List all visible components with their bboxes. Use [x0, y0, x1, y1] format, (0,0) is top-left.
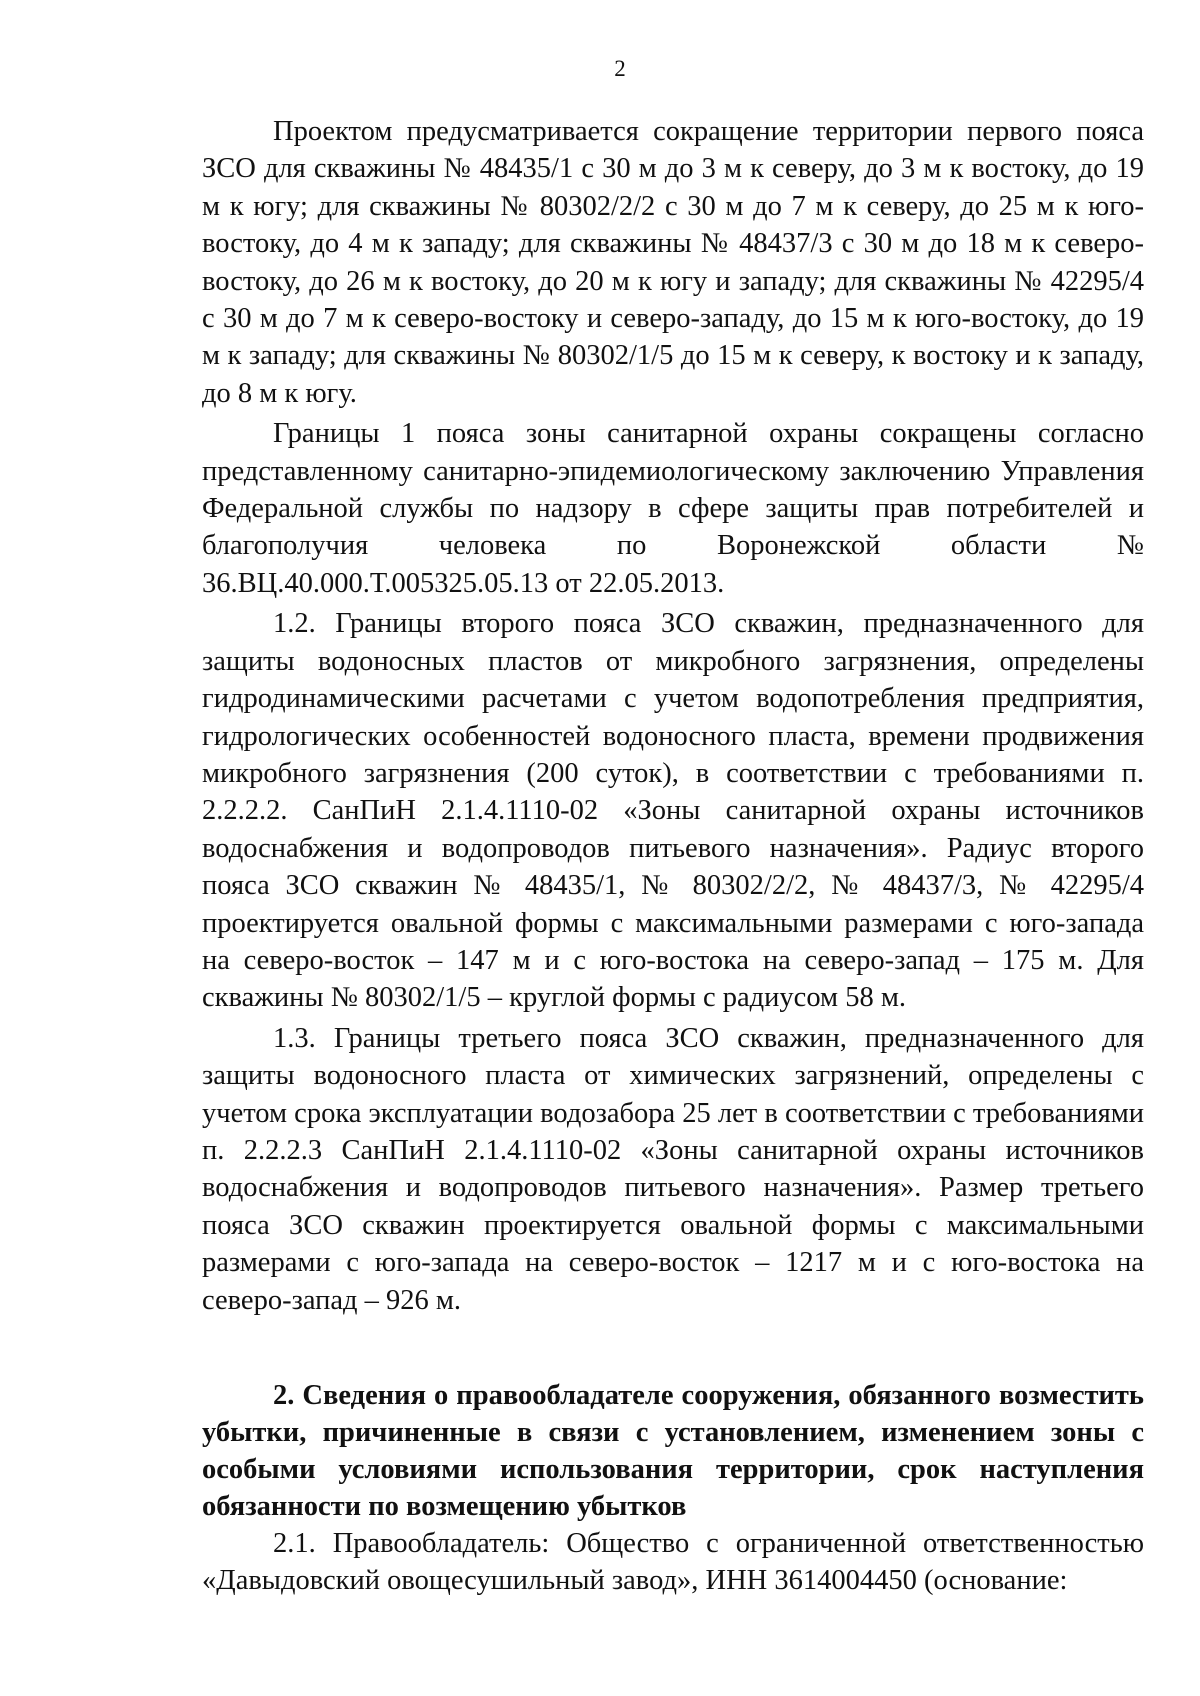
page-number: 2 — [614, 56, 626, 81]
document-body — [202, 113, 1144, 1603]
paragraph-first-zone-boundaries: Границы 1 пояса зоны санитарной охраны сокращены согласно представленному санитарно-эпидемиологическому заключению Управления Федеральной службы по надзору в сфере защиты прав потребителей и благополучия человека по Воронежской области № 36.ВЦ.40.000.Т.005325.05.13 от 22.05.2013. — [202, 418, 1144, 599]
paragraph-third-zone: 1.3. Границы третьего пояса ЗСО скважин, предназначенного для защиты водоносного пласта от химических загрязнений, определены с учетом срока эксплуатации водозабора 25 лет в соответствии с требованиями п. 2.2.2.3 СанПиН 2.1.4.1110-02 «Зоны санитарной охраны источников водоснабжения и водопроводов питьевого назначения». Размер третьего пояса ЗСО скважин проектируется овальной формы с максимальными размерами с юго-запада на северо-восток – 1217 м и с юго-востока на северо-запад – 926 м. — [202, 1022, 1144, 1316]
paragraph-second-zone: 1.2. Границы второго пояса ЗСО скважин, предназначенного для защиты водоносных пластов от микробного загрязнения, определены гидродинамическими расчетами с учетом водопотребления предприятия, гидрологических особенностей водоносного пласта, времени продвижения микробного загрязнения (200 суток), в соответствии с требованиями п. 2.2.2.2. СанПиН 2.1.4.1110-02 «Зоны санитарной охраны источников водоснабжения и водопроводов питьевого назначения». Радиус второго пояса ЗСО скважин № 48435/1, № 80302/2/2, № 48437/3, № 42295/4 проектируется овальной формы с максимальными размерами с юго-запада на северо-восток – 147 м и с юго-востока на северо-запад – 175 м. Для скважины № 80302/1/5 – круглой формы с радиусом 58 м. — [202, 608, 1144, 1014]
section-2-heading: 2. Сведения о правообладателе сооружения, обязанного возместить убытки, причиненные в связи с установлением, изменением зоны с особыми условиями использования территории, срок наступления обязанности по возмещению убытков — [202, 1380, 1144, 1522]
paragraph-first-zone-reduction: Проектом предусматривается сокращение территории первого пояса ЗСО для скважины № 48435/1 с 30 м до 3 м к северу, до 3 м к востоку, до 19 м к югу; для скважины № 80302/2/2 с 30 м до 7 м к северу, до 25 м к юго-востоку, до 4 м к западу; для скважины № 48437/3 с 30 м до 18 м к северо-востоку, до 26 м к востоку, до 20 м к югу и западу; для скважины № 42295/4 с 30 м до 7 м к северо-востоку и северо-западу, до 15 м к юго-востоку, до 19 м к западу; для скважины № 80302/1/5 до 15 м к северу, к востоку и к западу, до 8 м к югу. — [202, 116, 1144, 409]
paragraph-rights-holder: 2.1. Правообладатель: Общество с ограниченной ответственностью «Давыдовский овощесушильный завод», ИНН 3614004450 (основание: — [202, 1528, 1144, 1597]
